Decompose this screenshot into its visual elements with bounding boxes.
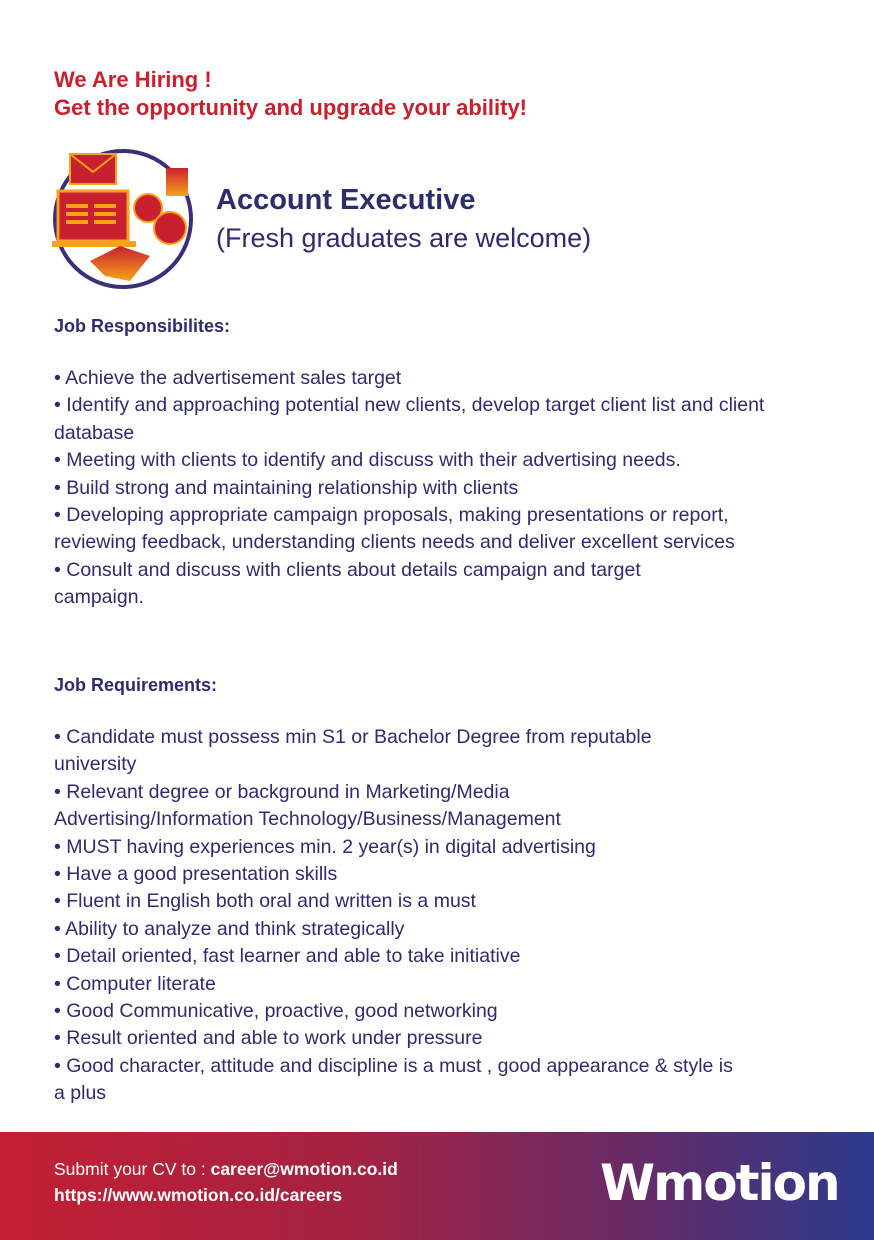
hiring-tagline: Get the opportunity and upgrade your ability! bbox=[54, 95, 528, 120]
careers-url-link[interactable]: https://www.wmotion.co.id/careers bbox=[54, 1185, 343, 1205]
hiring-header bbox=[54, 66, 527, 122]
list-item: • Consult and discuss with clients about details campaign and target campaign. bbox=[54, 558, 641, 609]
list-item: • Achieve the advertisement sales target bbox=[54, 367, 402, 389]
email-link[interactable]: career@wmotion.co.id bbox=[210, 1159, 398, 1179]
job-subtitle: (Fresh graduates are welcome) bbox=[216, 223, 592, 253]
list-item: • Fluent in English both oral and written is a must bbox=[54, 890, 476, 913]
list-item: • Result oriented and able to work under pressure bbox=[54, 1027, 483, 1050]
list-item: • Computer literate bbox=[54, 972, 216, 995]
list-item: • Identify and approaching potential new clients, develop target client list and client database bbox=[54, 394, 765, 444]
responsibilities-heading: Job Responsibilites: bbox=[54, 316, 231, 336]
list-item: • Relevant degree or background in Marketing/Media Advertising/Information Technology/Business/Management bbox=[54, 780, 561, 831]
list-item: • Build strong and maintaining relationship with clients bbox=[54, 476, 519, 499]
submit-label: Submit your CV to : bbox=[54, 1159, 211, 1179]
list-item: • Ability to analyze and think strategically bbox=[54, 917, 405, 940]
job-title: Account Executive bbox=[216, 184, 476, 216]
requirements-section bbox=[54, 673, 774, 1108]
hiring-headline: We Are Hiring ! bbox=[54, 67, 212, 92]
list-item: • MUST having experiences min. 2 year(s) in digital advertising bbox=[54, 835, 596, 858]
wmotion-logo: Wmotion bbox=[600, 1154, 839, 1212]
list-item: • Good character, attitude and discipline is a must , good appearance & style is a plus bbox=[54, 1054, 733, 1105]
business-illustration-icon bbox=[50, 146, 196, 292]
list-item: • Have a good presentation skills bbox=[54, 863, 338, 886]
list-item: • Candidate must possess min S1 or Bachelor Degree from reputable university bbox=[54, 726, 652, 776]
list-item: • Good Communicative, proactive, good networking bbox=[54, 1000, 498, 1023]
requirements-heading: Job Requirements: bbox=[54, 675, 218, 695]
job-heading bbox=[216, 182, 591, 258]
responsibilities-section bbox=[54, 314, 774, 612]
footer-banner bbox=[0, 1132, 874, 1240]
list-item: • Detail oriented, fast learner and able to take initiative bbox=[54, 945, 521, 968]
list-item: • Developing appropriate campaign proposals, making presentations or report, reviewing feedback, understanding clients needs and deliver excellent services bbox=[54, 504, 735, 554]
list-item: • Meeting with clients to identify and discuss with their advertising needs. bbox=[54, 449, 681, 472]
